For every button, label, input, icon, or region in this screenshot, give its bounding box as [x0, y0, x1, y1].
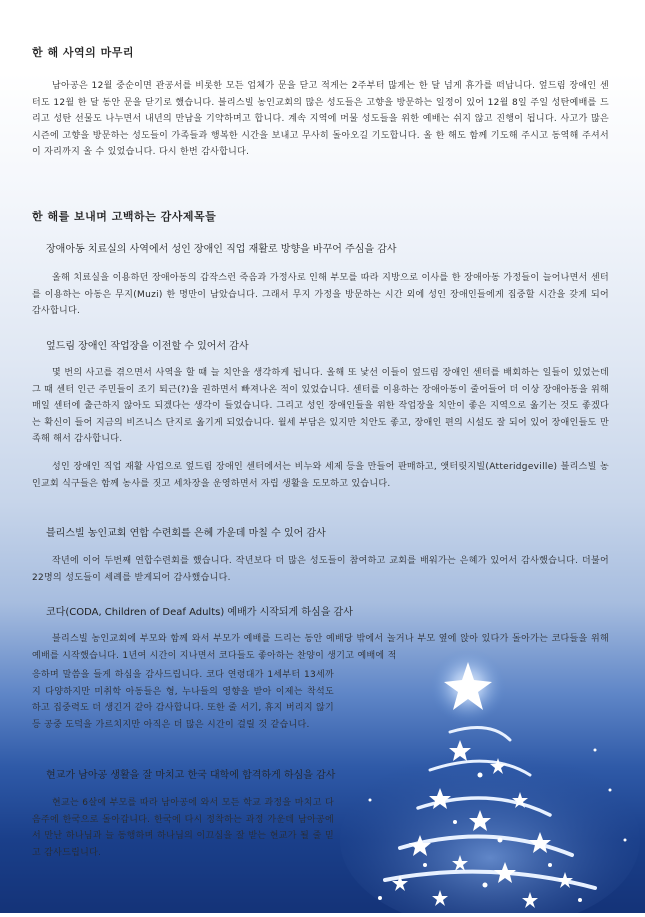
- gratitude-heading-2: 엎드림 장애인 작업장을 이전할 수 있어서 감사: [46, 341, 249, 352]
- gratitude-heading-1: 장애아동 치료실의 사역에서 성인 장애인 직업 재활로 방향을 바꾸어 주심을 감사: [46, 244, 397, 255]
- christmas-tree-illustration: [340, 640, 645, 913]
- gratitude-heading-5: 현교가 남아공 생활을 잘 마치고 한국 대학에 합격하게 하심을 감사: [46, 770, 336, 781]
- gratitude-body-5: 현교는 6살에 부모를 따라 남아공에 와서 모든 학교 과정을 마치고 다음주에 한국으로 돌아갑니다. 한국에 다시 정착하는 과정 가운데 남아공에서 만난 하나님과 늘 동행하며 하나님의 이끄심을 잘 받는 현교가 될 줄 믿고 감사드립니다.: [32, 798, 334, 858]
- gratitude-body-2b: 성인 장애인 직업 재활 사업으로 엎드림 장애인 센터에서는 비누와 세제 등을 만들어 판매하고, 앳터릿지빌(Atteridgeville) 블리스빌 농인교회 식구들은 함께 농사를 짓고 세차장을 운영하면서 자립 생활을 도모하고 있습니다.: [32, 462, 609, 489]
- section-title-gratitude: 한 해를 보내며 고백하는 감사제목들: [32, 210, 217, 223]
- year-end-paragraph: 남아공은 12월 중순이면 관공서를 비롯한 모든 업체가 문을 닫고 적게는 2주부터 많게는 한 달 넘게 휴가를 떠납니다. 엎드림 장애인 센터도 12월 한 달 동안 문을 닫기로 했습니다. 블리스빌 농인교회의 많은 성도들은 고향을 방문하는 일정이 있어 12월 8일 주일 성탄예배를 드리고 성탄 선물도 나누면서 내년의 만남을 기약하며고 합니다. 계속 지역에 머물 성도들을 위한 예배는 쉬지 않고 진행이 됩니다. 사고가 많은 시즌에 고향을 방문하는 성도들이 가족들과 행복한 시간을 보내고 무사히 돌아오길 기도합니다. 올 한 해도 함께 기도해 주시고 동역해 주셔서 이 자리까지 올 수 있었습니다. 다시 한번 감사합니다.: [32, 81, 609, 157]
- gratitude-body-2: 몇 번의 사고를 겪으면서 사역을 할 때 늘 치안을 생각하게 됩니다. 올해 또 낯선 이들이 엎드림 장애인 센터를 배회하는 일들이 있었는데 그 때 센터 인근 주민들이 조기 퇴근(?)을 권하면서 빠져나온 적이 있었습니다. 센터를 이용하는 장애아동이 줄어들어 더 이상 장애아동을 위해 매일 센터에 출근하지 않아도 되겠다는 생각이 들었습니다. 그리고 성인 장애인들을 위한 작업장을 치안이 좋은 지역으로 옮기는 것도 좋겠다는 확신이 들어 지금의 비즈니스 단지로 옮기게 되었습니다. 월세 부담은 있지만 치안도 좋고, 장애인 편의 시설도 잘 되어 있어 장애인들도 만족해 해서 감사합니다.: [32, 368, 609, 444]
- gratitude-body-4b: 응하며 말씀을 들게 하심을 감사드립니다. 코다 연령대가 1세부터 13세까지 다양하지만 미취학 아동들은 형, 누나들의 영향을 받아 이제는 착석도 하고 집중력도 더 생긴거 같아 감사합니다. 또한 줄 서기, 휴지 버리지 않기 등 공중 도덕을 가르치지만 아직은 더 많은 시간이 걸릴 것 같습니다.: [32, 670, 334, 730]
- star-tree-icon: [340, 640, 645, 913]
- gratitude-heading-3: 블리스빌 농인교회 연합 수련회를 은혜 가운데 마칠 수 있어 감사: [46, 528, 326, 539]
- gratitude-body-3: 작년에 이어 두번째 연합수련회를 했습니다. 작년보다 더 많은 성도들이 참여하고 교회를 배워가는 은혜가 있어서 감사했습니다. 더불어 22명의 성도들이 세례를 받게되어 감사했습니다.: [32, 556, 609, 583]
- gratitude-body-1: 올해 치료실을 이용하던 장애아동의 갑작스런 죽음과 가정사로 인해 부모를 따라 지방으로 이사를 한 장애아동 가정들이 늘어나면서 센터를 이용하는 아동은 무지(Muzi) 한 명만이 남았습니다. 그래서 무지 가정을 방문하는 시간 외에 성인 장애인들에게 집중할 시간을 갖게 되어 감사합니다.: [32, 273, 609, 316]
- gratitude-body-4a: 블리스빌 농인교회에 부모와 함께 와서 부모가 예배를 드리는 동안 예배당 밖에서 놀거나 부모 옆에 앉아 있다가 돌아가는 코다들을 위해 예배를 시작했습니다. 1년여 시간이 지나면서 코다들도 좋아하는 찬양이 생기고 예배에 적: [32, 634, 609, 661]
- gratitude-heading-4: 코다(CODA, Children of Deaf Adults) 예배가 시작되게 하심을 감사: [46, 607, 353, 618]
- section-title-year-end: 한 해 사역의 마무리: [32, 46, 134, 59]
